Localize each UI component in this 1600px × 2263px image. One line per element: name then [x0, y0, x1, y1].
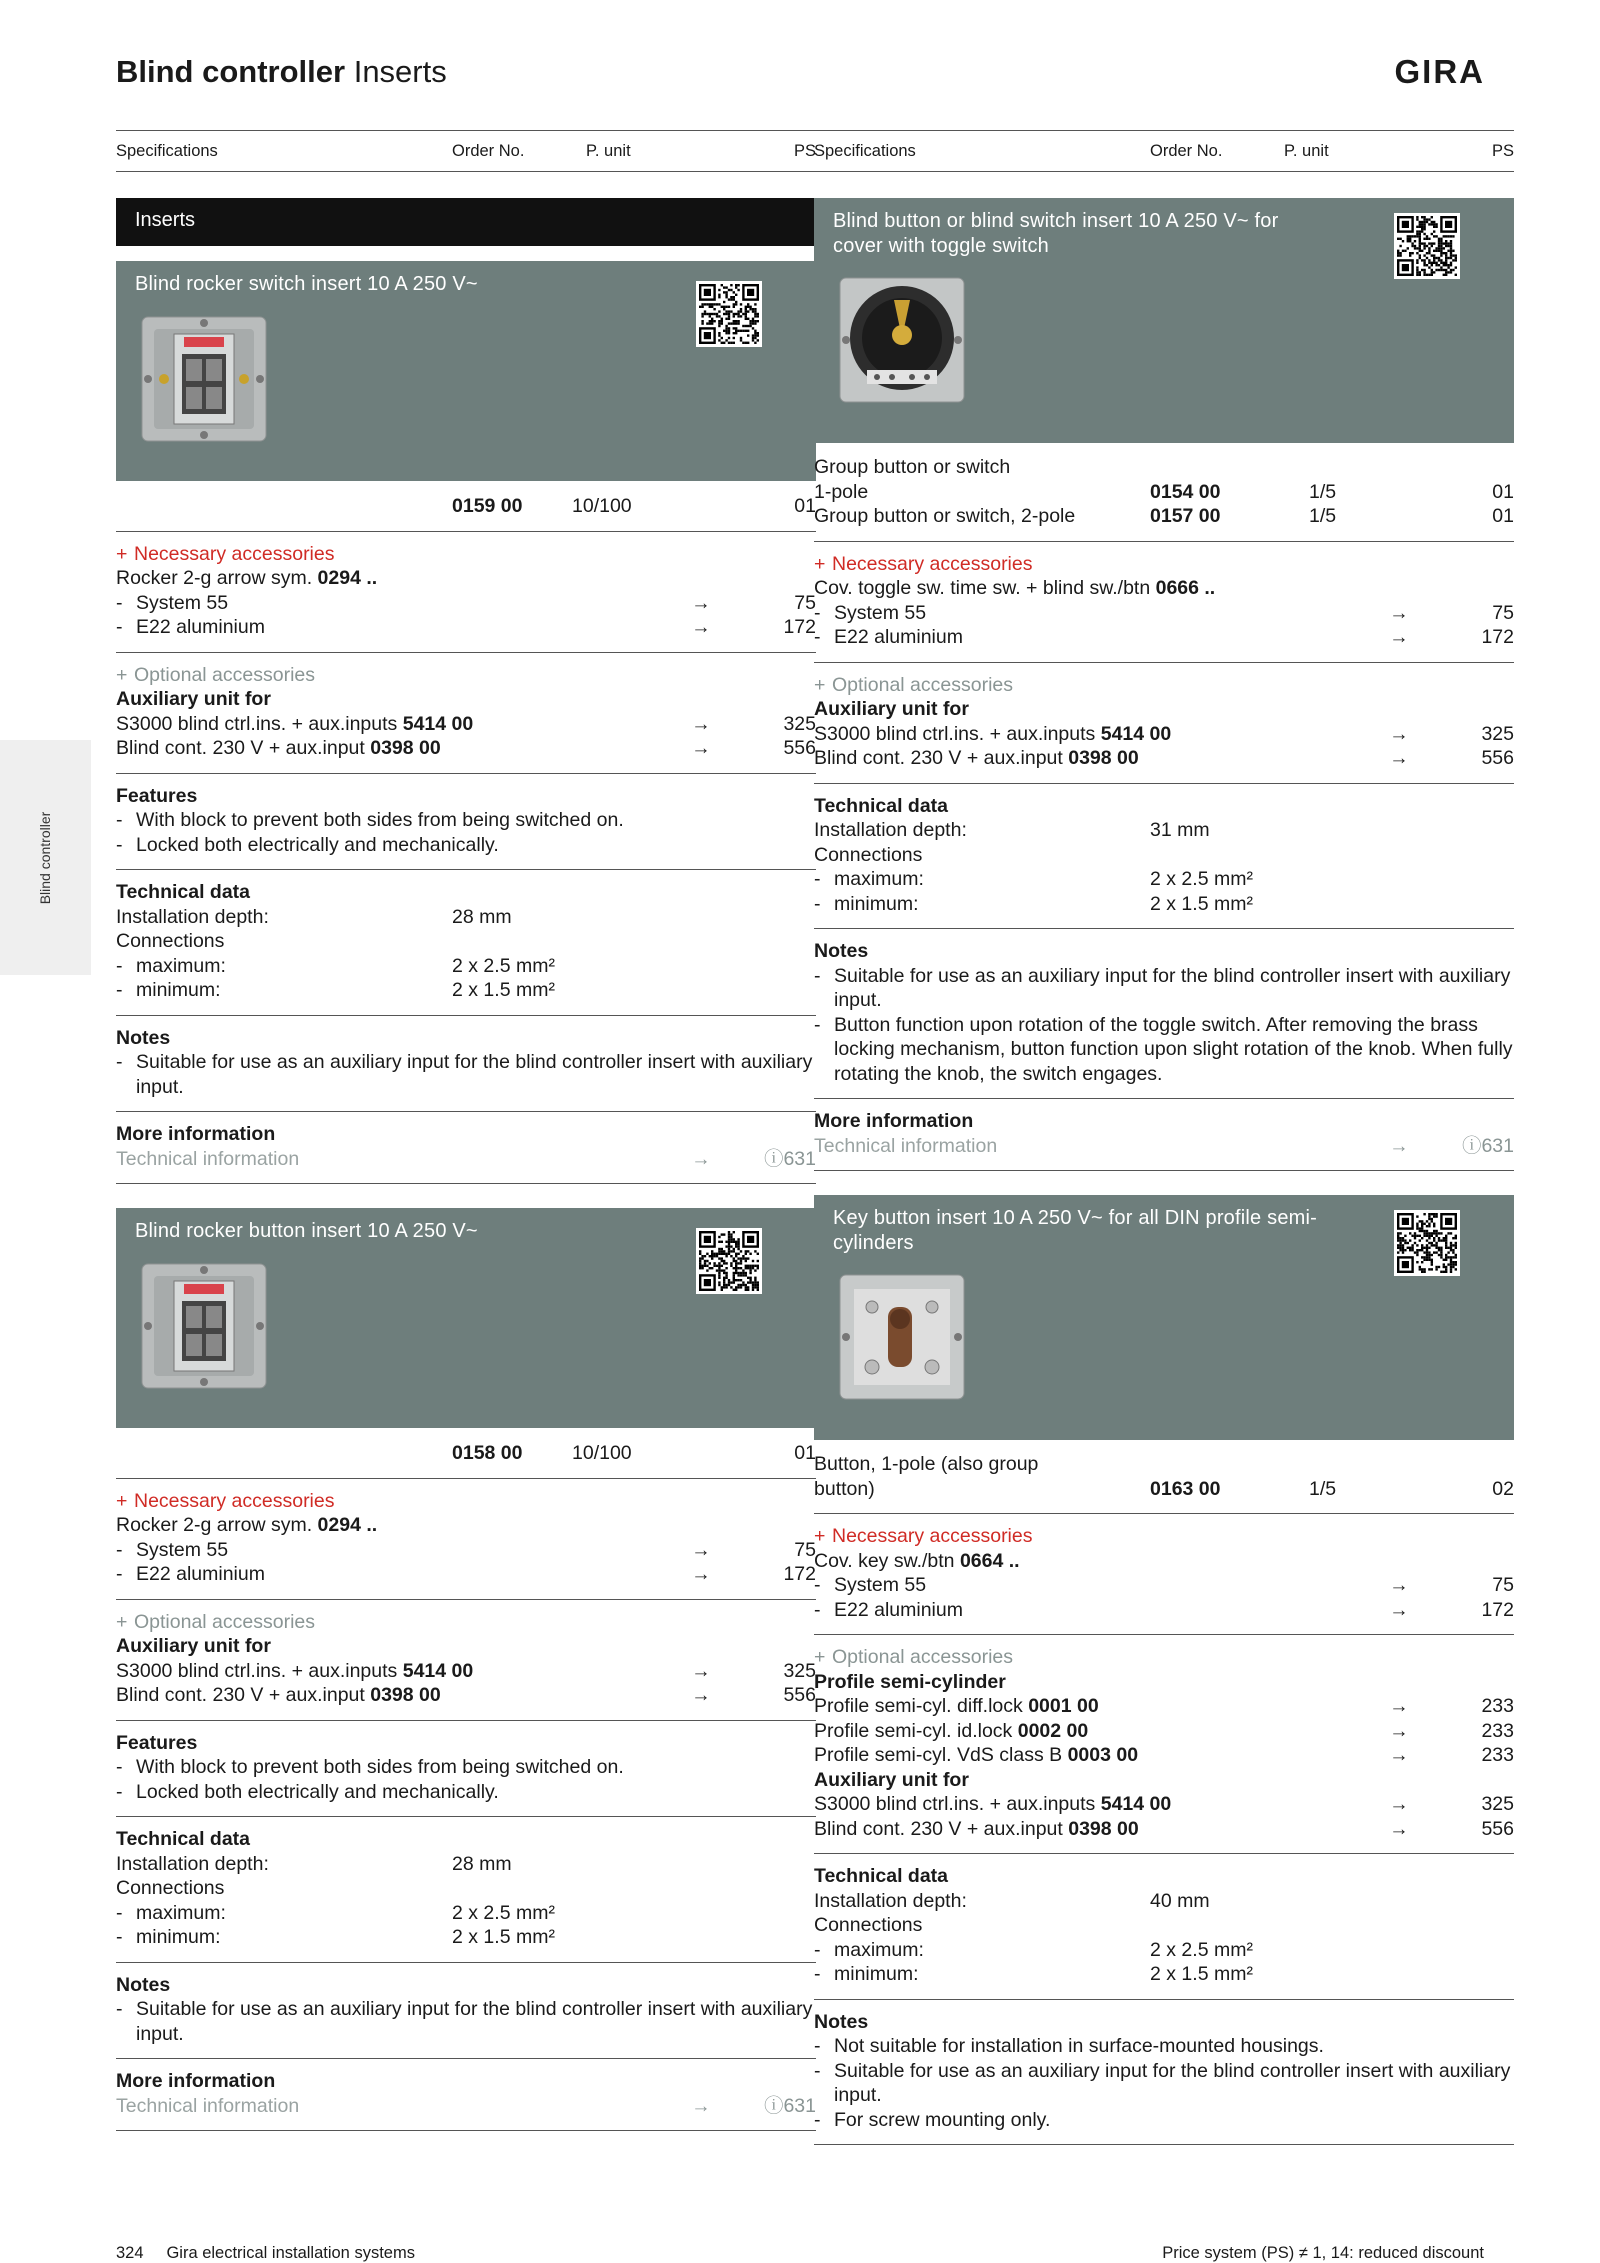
product-header [116, 261, 816, 481]
product-title: Blind button or blind switch insert 10 A 250 V~ for cover with toggle switch [833, 210, 1279, 257]
accessory-row[interactable]: S3000 blind ctrl.ins. + aux.inputs 5414 00 → 325 [814, 722, 1514, 745]
product-image-toggle-insert [832, 270, 972, 410]
product-title: Blind rocker button insert 10 A 250 V~ [135, 1220, 478, 1242]
accessory-row[interactable]: Blind cont. 230 V + aux.input 0398 00 → 556 [116, 1684, 816, 1706]
accessory-row[interactable]: Blind cont. 230 V + aux.input 0398 00 → 556 [116, 737, 816, 759]
order-row: 0158 00 10/100 01 [452, 1442, 816, 1464]
footer-left: 324 Gira electrical installation systems [116, 2244, 415, 2262]
product-title: Blind rocker switch insert 10 A 250 V~ [135, 273, 478, 295]
table-header: Specifications Order No. P. unit PS [814, 130, 1514, 172]
accessory-row[interactable]: S3000 blind ctrl.ins. + aux.inputs 5414 00 → 325 [116, 712, 816, 735]
accessory-row[interactable]: Blind cont. 230 V + aux.input 0398 00 → 556 [814, 1817, 1514, 1840]
technical-information-link[interactable]: Technical information → ⓘ631 [814, 1134, 1514, 1157]
necessary-accessories-heading: + Necessary accessories [814, 552, 1033, 575]
order-row: 1-pole 0154 00 1/5 01 [814, 480, 1514, 503]
accessory-row[interactable]: - E22 aluminium → 172 [116, 615, 816, 640]
qr-code-icon[interactable] [696, 1228, 762, 1294]
product-image-key-button [832, 1267, 972, 1407]
necessary-accessories-heading: + Necessary accessories [814, 1525, 1033, 1547]
side-tab[interactable]: Blind controller [0, 740, 91, 975]
order-row: Group button or switch, 2-pole 0157 00 1/5 01 [814, 505, 1514, 527]
gira-logo: GIRA [1394, 53, 1485, 90]
accessory-row[interactable]: - E22 aluminium → 172 [814, 1598, 1514, 1623]
qr-code-icon[interactable] [1394, 1210, 1460, 1276]
footer-right: Price system (PS) ≠ 1, 14: reduced discount [1162, 2244, 1484, 2262]
info-icon: ⓘ [763, 1147, 784, 1170]
optional-accessories-heading: + Optional accessories [116, 1610, 316, 1633]
accessory-row[interactable]: Blind cont. 230 V + aux.input 0398 00 → 556 [814, 747, 1514, 769]
page-title: Blind controller Inserts [116, 54, 447, 89]
table-header: Specifications Order No. P. unit PS [116, 130, 816, 172]
product-header [814, 1195, 1514, 1440]
accessory-row[interactable]: S3000 blind ctrl.ins. + aux.inputs 5414 00 → 325 [116, 1659, 816, 1682]
accessory-row[interactable]: - System 55 → 75 [116, 1538, 816, 1563]
qr-code-icon[interactable] [696, 281, 762, 347]
necessary-accessories-heading: + Necessary accessories [116, 1489, 335, 1512]
accessory-row[interactable]: - System 55 → 75 [814, 1573, 1514, 1598]
technical-information-link[interactable]: Technical information → ⓘ631 [116, 1147, 816, 1170]
accessory-row[interactable]: - System 55 → 75 [814, 601, 1514, 626]
product-title: Key button insert 10 A 250 V~ for all DIN profile semi-cylinders [833, 1207, 1318, 1254]
product-key-button: Key button insert 10 A 250 V~ for all DIN profile semi-cylinders Button, 1-pole (also group button) 0163 00 1/5 02 + Necessary accessories Cov. key sw./btn 0664 .. - System 55 → 75 - E22 aluminium → 172 + Optional accessories Profile semi-cylinder Profile semi-cyl. diff.lock 0001 00 → 233 Profile semi-cyl. id.lock 0002 00 → 233 Profile semi-cyl. VdS class B 0003 00 → 233 Auxiliary unit for S3000 blind ctrl.ins. + aux.inputs 5414 00 → 325 Blind cont. 230 V + aux.input 0398 00 → 556 Technical data Installation depth: 40 mm Connections - maximum: 2 x 2.5 mm² - minimum: 2 x 1.5 mm² Notes - Not suitable for installation in surface-mounted housings. - Suitable for use as an auxiliary input for the blind controller insert with auxiliary input. - For screw mounting only. [814, 1195, 1514, 2145]
product-header [814, 198, 1514, 443]
accessory-row[interactable]: - E22 aluminium → 172 [116, 1562, 816, 1587]
info-icon: ⓘ [763, 2094, 784, 2117]
product-blind-toggle-switch: Blind button or blind switch insert 10 A 250 V~ for cover with toggle switch Group button or switch 1-pole 0154 00 1/5 01 Group button or switch, 2-pole 0157 00 1/5 01 + Necessary accessories Cov. toggle sw. time sw. + blind sw./btn 0666 .. - System 55 → 75 - E22 aluminium → 172 + Optional accessories Auxiliary unit for S3000 blind ctrl.ins. + aux.inputs 5414 00 → 325 Blind cont. 230 V + aux.input 0398 00 → 556 Technical data Installation depth: 31 mm Connections - maximum: 2 x 2.5 mm² - minimum: 2 x 1.5 mm² Notes - Suitable for use as an auxiliary input for the blind controller insert with auxiliary input. - Button function upon rotation of the toggle switch. After removing the brass locking mechanism, button function upon slight rotation of the knob. When fully rotating the knob, the switch engages. More information Technical information → ⓘ631 [814, 198, 1514, 1171]
product-blind-rocker-button: Blind rocker button insert 10 A 250 V~ 0158 00 10/100 01 + Necessary accessories Rocker 2-g arrow sym. 0294 .. - System 55 → 75 - E22 aluminium → 172 + Optional accessories Auxiliary unit for S3000 blind ctrl.ins. + aux.inputs 5414 00 → 325 Blind cont. 230 V + aux.input 0398 00 → 556 Features - With block to prevent both sides from being switched on. - Locked both electrically and mechanically. Technical data Installation depth: 28 mm Connections - maximum: 2 x 2.5 mm² - minimum: 2 x 1.5 mm² Notes - Suitable for use as an auxiliary input for the blind controller insert with auxiliary input. More information Technical information → ⓘ631 [116, 1208, 816, 2131]
product-image-rocker-button [134, 1256, 274, 1396]
product-blind-rocker-switch: Blind rocker switch insert 10 A 250 V~ 0159 00 10/100 01 + Necessary accessories Rocker 2-g arrow sym. 0294 .. - System 55 → 75 - E22 aluminium → 172 + Optional accessories Auxiliary unit for S3000 blind ctrl.ins. + aux.inputs 5414 00 → 325 Blind cont. 230 V + aux.input 0398 00 → 556 Features - With block to prevent both sides from being switched on. - Locked both electrically and mechanically. Technical data Installation depth: 28 mm Connections - maximum: 2 x 2.5 mm² - minimum: 2 x 1.5 mm² Notes - Suitable for use as an auxiliary input for the blind controller insert with auxiliary input. More information Technical information → ⓘ631 [116, 261, 816, 1184]
order-row: button) 0163 00 1/5 02 [814, 1477, 1514, 1500]
technical-information-link[interactable]: Technical information → ⓘ631 [116, 2094, 816, 2117]
right-column [814, 130, 1514, 2145]
optional-accessories-heading: + Optional accessories [814, 673, 1014, 696]
optional-accessories-heading: + Optional accessories [116, 663, 316, 686]
accessory-row[interactable]: - System 55 → 75 [116, 591, 816, 616]
necessary-accessories-heading: + Necessary accessories [116, 542, 335, 565]
accessory-row[interactable]: Profile semi-cyl. id.lock 0002 00 → 233 [814, 1719, 1514, 1742]
order-row: 0159 00 10/100 01 [452, 495, 816, 517]
info-icon: ⓘ [1461, 1134, 1482, 1157]
accessory-row[interactable]: Profile semi-cyl. VdS class B 0003 00 → 233 [814, 1744, 1514, 1766]
qr-code-icon[interactable] [1394, 213, 1460, 279]
product-image-rocker-switch [134, 309, 274, 449]
accessory-row[interactable]: - E22 aluminium → 172 [814, 625, 1514, 650]
inserts-bar: Inserts [116, 198, 816, 246]
accessory-row[interactable]: Profile semi-cyl. diff.lock 0001 00 → 233 [814, 1695, 1514, 1717]
optional-accessories-heading: + Optional accessories [814, 1646, 1014, 1668]
accessory-row[interactable]: S3000 blind ctrl.ins. + aux.inputs 5414 00 → 325 [814, 1793, 1514, 1815]
left-column [116, 130, 816, 2131]
product-header [116, 1208, 816, 1428]
